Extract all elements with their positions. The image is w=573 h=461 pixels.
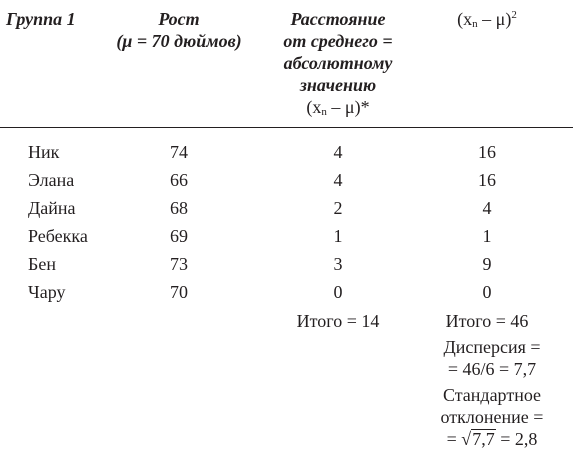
height-header-line1: Рост bbox=[158, 9, 200, 29]
row-squared: 16 bbox=[478, 142, 496, 162]
row-distance: 2 bbox=[333, 198, 343, 218]
header-divider bbox=[0, 127, 573, 128]
row-squared: 1 bbox=[482, 226, 492, 246]
distance-header-line4: значению bbox=[299, 75, 377, 95]
row-distance: 1 bbox=[333, 226, 343, 246]
group-header: Группа 1 bbox=[6, 9, 76, 29]
squared-total: Итого = 46 bbox=[445, 311, 529, 331]
variance-block bbox=[419, 336, 565, 380]
distance-header-line1: Расстояние bbox=[290, 9, 386, 29]
row-distance: 3 bbox=[333, 254, 343, 274]
row-name: Ник bbox=[28, 142, 60, 162]
row-name: Чару bbox=[28, 282, 66, 302]
square-root-sign: √7,7 bbox=[461, 429, 495, 449]
std-dev-block bbox=[419, 384, 565, 450]
std-dev-line3: = √7,7 = 2,8 bbox=[446, 429, 538, 449]
row-distance: 0 bbox=[333, 282, 343, 302]
height-header bbox=[98, 8, 260, 52]
row-name: Дайна bbox=[28, 198, 76, 218]
std-dev-line2: отклонение = bbox=[440, 407, 544, 427]
distance-total: Итого = 14 bbox=[296, 311, 380, 331]
row-height: 74 bbox=[170, 142, 188, 162]
row-squared: 16 bbox=[478, 170, 496, 190]
row-squared: 4 bbox=[482, 198, 492, 218]
row-height: 73 bbox=[170, 254, 188, 274]
distance-header bbox=[268, 8, 408, 118]
row-height: 70 bbox=[170, 282, 188, 302]
distance-header-line2: от среднего = bbox=[283, 31, 393, 51]
distance-header-line3: абсолютному bbox=[283, 53, 393, 73]
variance-line1: Дисперсия = bbox=[443, 337, 541, 357]
row-name: Элана bbox=[28, 170, 75, 190]
row-name: Ребекка bbox=[28, 226, 88, 246]
std-dev-line1: Стандартное bbox=[442, 385, 542, 405]
variance-line2: = 46/6 = 7,7 bbox=[447, 359, 537, 379]
row-height: 68 bbox=[170, 198, 188, 218]
row-height: 66 bbox=[170, 170, 188, 190]
row-squared: 0 bbox=[482, 282, 492, 302]
row-squared: 9 bbox=[482, 254, 492, 274]
squared-header: $(x_n - \mu)^2$ bbox=[457, 9, 517, 30]
row-height: 69 bbox=[170, 226, 188, 246]
row-name: Бен bbox=[28, 254, 56, 274]
height-header-line2: (μ = 70 дюймов) bbox=[116, 31, 242, 51]
row-distance: 4 bbox=[333, 170, 343, 190]
distance-header-formula: $(x_n - \mu)*$ bbox=[306, 97, 370, 118]
row-distance: 4 bbox=[333, 142, 343, 162]
